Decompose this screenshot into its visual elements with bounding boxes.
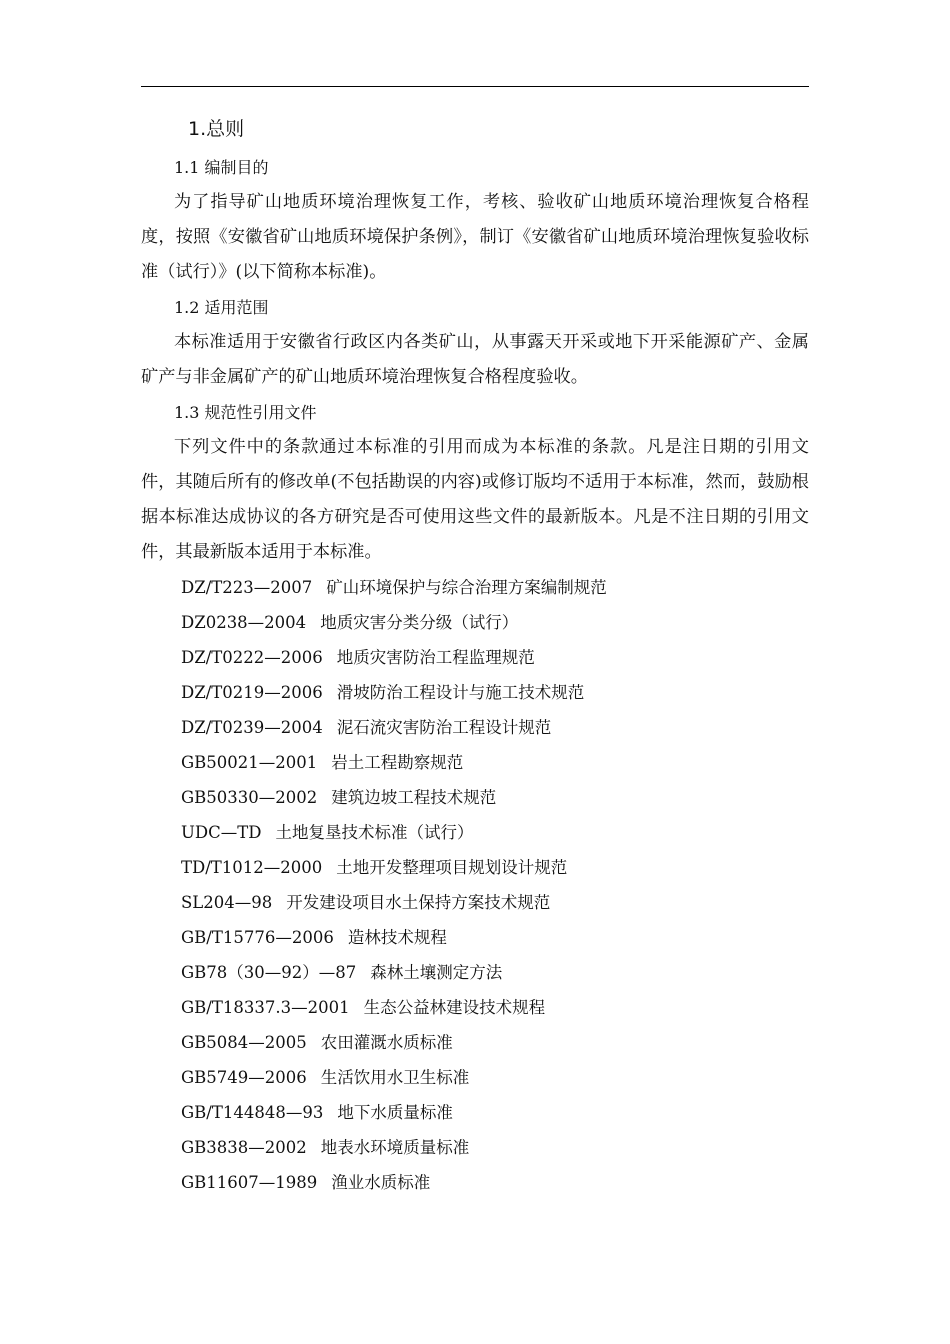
reference-code: GB/T15776—2006	[181, 928, 334, 947]
reference-code: GB/T18337.3—2001	[181, 998, 350, 1017]
reference-title: 泥石流灾害防治工程设计规范	[336, 718, 552, 737]
reference-title: 矿山环境保护与综合治理方案编制规范	[326, 578, 607, 597]
reference-list	[141, 570, 809, 1200]
reference-title: 地质灾害防治工程监理规范	[336, 648, 535, 667]
reference-title: 岩土工程勘察规范	[331, 753, 464, 772]
reference-item	[141, 605, 809, 640]
reference-title: 建筑边坡工程技术规范	[331, 788, 497, 807]
reference-code: DZ/T0239—2004	[181, 718, 323, 737]
reference-title: 滑坡防治工程设计与施工技术规范	[336, 683, 585, 702]
reference-item	[141, 1095, 809, 1130]
reference-code: GB50330—2002	[181, 788, 318, 807]
reference-item	[141, 675, 809, 710]
reference-item	[141, 850, 809, 885]
reference-title: 森林土壤测定方法	[370, 963, 503, 982]
reference-item	[141, 640, 809, 675]
reference-code: GB5749—2006	[181, 1068, 307, 1087]
reference-code: GB78（30—92）—87	[181, 963, 357, 982]
reference-item	[141, 1060, 809, 1095]
reference-title: 生态公益林建设技术规程	[363, 998, 546, 1017]
reference-code: SL204—98	[181, 893, 273, 912]
paragraph-references: 下列文件中的条款通过本标准的引用而成为本标准的条款。凡是注日期的引用文件，其随后所有的修改单(不包括勘误的内容)或修订版均不适用于本标准，然而，鼓励根据本标准达成协议的各方研究是否可使用这些文件的最新版本。凡是不注日期的引用文件，其最新版本适用于本标准。	[141, 437, 809, 562]
reference-code: GB50021—2001	[181, 753, 318, 772]
reference-code: GB/T144848—93	[181, 1103, 324, 1122]
reference-item	[141, 990, 809, 1025]
document-body	[141, 108, 809, 1200]
reference-code: GB3838—2002	[181, 1138, 307, 1157]
reference-title: 地表水环境质量标准	[320, 1138, 470, 1157]
reference-item	[141, 1130, 809, 1165]
reference-item	[141, 955, 809, 990]
subsection-heading-references: 1.3 规范性引用文件	[174, 403, 317, 422]
reference-title: 土地开发整理项目规划设计规范	[336, 858, 568, 877]
reference-title: 地质灾害分类分级（试行）	[320, 613, 519, 632]
header-rule	[141, 86, 809, 87]
reference-code: GB5084—2005	[181, 1033, 307, 1052]
reference-code: GB11607—1989	[181, 1173, 318, 1192]
reference-code: TD/T1012—2000	[181, 858, 323, 877]
reference-code: DZ/T0219—2006	[181, 683, 323, 702]
reference-item	[141, 815, 809, 850]
reference-item	[141, 745, 809, 780]
reference-code: DZ0238—2004	[181, 613, 307, 632]
section-title: 1.总则	[188, 118, 245, 140]
reference-item	[141, 920, 809, 955]
reference-title: 农田灌溉水质标准	[320, 1033, 453, 1052]
reference-code: UDC—TD	[181, 823, 262, 842]
paragraph-purpose: 为了指导矿山地质环境治理恢复工作，考核、验收矿山地质环境治理恢复合格程度，按照《安徽省矿山地质环境保护条例》，制订《安徽省矿山地质环境治理恢复验收标准（试行）》(以下简称本标准)。	[141, 192, 809, 282]
reference-code: DZ/T223—2007	[181, 578, 313, 597]
reference-title: 土地复垦技术标准（试行）	[275, 823, 474, 842]
reference-title: 生活饮用水卫生标准	[320, 1068, 470, 1087]
reference-item	[141, 710, 809, 745]
reference-item	[141, 885, 809, 920]
reference-title: 渔业水质标准	[331, 1173, 431, 1192]
reference-item	[141, 1025, 809, 1060]
reference-title: 造林技术规程	[347, 928, 447, 947]
paragraph-scope: 本标准适用于安徽省行政区内各类矿山，从事露天开采或地下开采能源矿产、金属矿产与非金属矿产的矿山地质环境治理恢复合格程度验收。	[141, 332, 809, 387]
reference-item	[141, 780, 809, 815]
reference-code: DZ/T0222—2006	[181, 648, 323, 667]
reference-title: 地下水质量标准	[337, 1103, 453, 1122]
reference-title: 开发建设项目水土保持方案技术规范	[286, 893, 551, 912]
reference-item	[141, 570, 809, 605]
reference-item	[141, 1165, 809, 1200]
subsection-heading-purpose: 1.1 编制目的	[174, 158, 269, 177]
subsection-heading-scope: 1.2 适用范围	[174, 298, 269, 317]
